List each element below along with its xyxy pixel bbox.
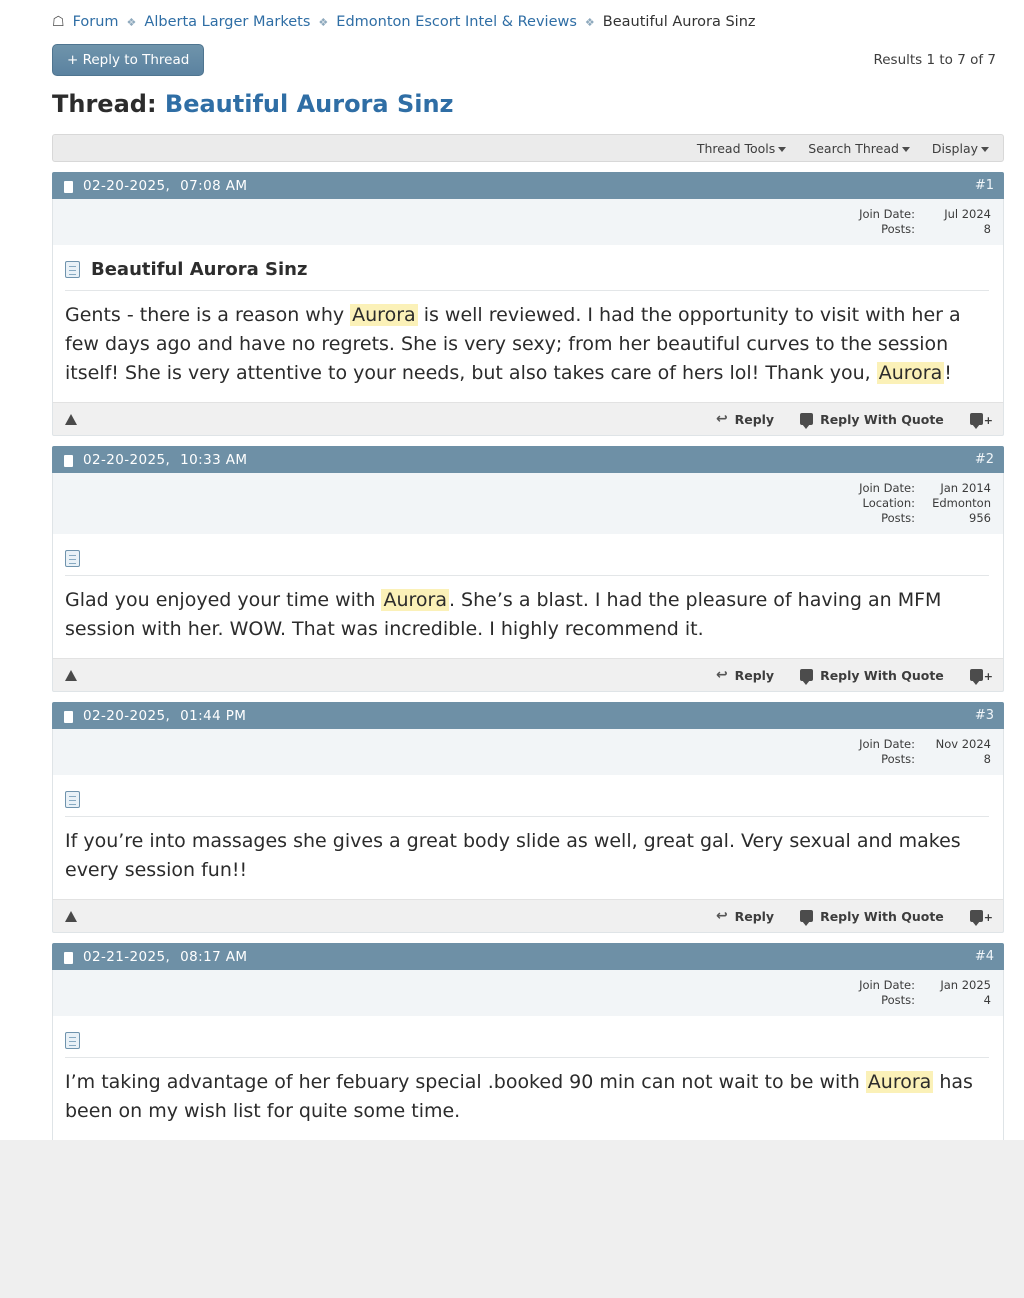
results-count: Results 1 to 7 of 7 <box>873 52 996 68</box>
reply-label: Reply <box>734 667 775 683</box>
multiquote-button[interactable] <box>970 910 993 922</box>
reply-with-quote-button[interactable] <box>800 668 944 683</box>
quote-icon <box>800 669 813 681</box>
multiquote-icon <box>970 669 983 681</box>
search-thread-label: Search Thread <box>808 140 899 156</box>
message-icon <box>65 261 80 278</box>
post-date: 02-20-2025, <box>83 707 171 724</box>
meta-value: Jul 2024 <box>944 207 991 221</box>
chevron-down-icon <box>778 147 786 152</box>
breadcrumb-separator-icon: ❖ <box>584 15 595 29</box>
meta-key: Location: <box>862 496 915 510</box>
multiquote-icon <box>970 910 983 922</box>
post-text <box>65 586 989 644</box>
display-menu[interactable] <box>932 141 989 156</box>
meta-value: Edmonton <box>932 496 991 510</box>
reply-button[interactable] <box>716 908 774 924</box>
post-4 <box>52 943 1004 1140</box>
thread-tools-menu[interactable] <box>697 141 786 156</box>
post-text <box>65 301 989 388</box>
meta-key: Posts: <box>881 993 915 1007</box>
meta-key: Posts: <box>881 511 915 525</box>
reply-button[interactable] <box>716 411 774 427</box>
post-date: 02-20-2025, <box>83 177 171 194</box>
thread-title-name: Beautiful Aurora Sinz <box>164 90 454 118</box>
post-number[interactable]: #3 <box>974 708 994 723</box>
meta-value: Jan 2025 <box>940 978 991 992</box>
post-time: 01:44 PM <box>180 707 247 724</box>
reply-to-thread-button[interactable]: + Reply to Thread <box>52 44 204 76</box>
post-text-segment: . She’s a blast. I had the pleasure of having an MFM session with her. WOW. That was incredible. I highly recommend it. <box>65 589 942 640</box>
multiquote-button[interactable] <box>970 413 993 425</box>
meta-value: 4 <box>983 993 991 1007</box>
post-subject-text: Beautiful Aurora Sinz <box>91 259 308 280</box>
highlighted-term: Aurora <box>383 589 447 611</box>
reply-with-quote-label: Reply With Quote <box>820 667 944 683</box>
plus-icon: + <box>983 911 993 924</box>
search-thread-menu[interactable] <box>808 141 910 156</box>
post-body <box>52 1016 1004 1140</box>
meta-value: 956 <box>969 511 991 525</box>
post-footer <box>52 658 1004 692</box>
post-number[interactable]: #2 <box>974 452 994 467</box>
post-2 <box>52 446 1004 692</box>
post-date: 02-21-2025, <box>83 948 171 965</box>
breadcrumb-separator-icon: ❖ <box>318 15 329 29</box>
plus-icon: + <box>983 670 993 683</box>
breadcrumb <box>32 0 1004 40</box>
post-marker-icon <box>64 181 73 193</box>
post-footer <box>52 402 1004 436</box>
post-subject <box>65 255 989 291</box>
reply-with-quote-button[interactable] <box>800 909 944 924</box>
post-time: 08:17 AM <box>180 948 248 965</box>
report-post-icon[interactable] <box>65 911 77 922</box>
post-marker-icon <box>64 711 73 723</box>
post-user-meta <box>52 199 1004 245</box>
reply-with-quote-button[interactable] <box>800 412 944 427</box>
breadcrumb-item-edmonton-escort-intel[interactable]: Edmonton Escort Intel & Reviews <box>336 14 577 30</box>
reply-label: Reply <box>734 908 775 924</box>
post-body <box>52 534 1004 658</box>
reply-with-quote-label: Reply With Quote <box>820 411 944 427</box>
post-body <box>52 775 1004 899</box>
thread-tools-bar <box>52 134 1004 162</box>
post-marker-icon <box>64 952 73 964</box>
post-date: 02-20-2025, <box>83 451 171 468</box>
thread-title-prefix: Thread: <box>52 90 165 118</box>
report-post-icon[interactable] <box>65 670 77 681</box>
quote-icon <box>800 910 813 922</box>
post-user-meta <box>52 970 1004 1016</box>
post-text <box>65 1068 989 1126</box>
meta-key: Join Date: <box>859 207 915 221</box>
quote-icon <box>800 413 813 425</box>
thread-toolbar <box>32 40 1004 76</box>
report-post-icon[interactable] <box>65 414 77 425</box>
breadcrumb-separator-icon: ❖ <box>126 15 137 29</box>
reply-button[interactable] <box>716 667 774 683</box>
multiquote-button[interactable] <box>970 669 993 681</box>
post-text-segment: Glad you enjoyed your time with <box>65 589 382 611</box>
reply-arrow-icon: ↪ <box>715 667 728 683</box>
meta-value: 8 <box>983 752 991 766</box>
chevron-down-icon <box>902 147 910 152</box>
meta-key: Posts: <box>881 752 915 766</box>
post-time: 10:33 AM <box>180 451 248 468</box>
post-text-segment: has been on my wish list for quite some time. <box>65 1071 973 1122</box>
post-text-segment: If you’re into massages she gives a great body slide as well, great gal. Very sexual and makes every session fun!! <box>65 830 961 881</box>
post-user-meta <box>52 729 1004 775</box>
meta-value: Jan 2014 <box>940 481 991 495</box>
highlighted-term: Aurora <box>352 304 416 326</box>
message-icon <box>65 1032 80 1049</box>
meta-key: Posts: <box>881 222 915 236</box>
post-number[interactable]: #1 <box>974 178 994 193</box>
post-1 <box>52 172 1004 436</box>
multiquote-icon <box>970 413 983 425</box>
chevron-down-icon <box>981 147 989 152</box>
message-icon <box>65 550 80 567</box>
meta-key: Join Date: <box>859 978 915 992</box>
breadcrumb-item-forum[interactable]: Forum <box>72 14 119 30</box>
breadcrumb-item-alberta-larger-markets[interactable]: Alberta Larger Markets <box>144 14 311 30</box>
thread-tools-label: Thread Tools <box>696 140 776 156</box>
display-label: Display <box>931 140 978 156</box>
reply-arrow-icon: ↪ <box>715 411 728 427</box>
meta-value: Nov 2024 <box>935 737 991 751</box>
message-icon <box>65 791 80 808</box>
home-icon[interactable]: ☖ <box>52 14 65 30</box>
post-text-segment: I’m taking advantage of her febuary special .booked 90 min can not wait to be with <box>65 1071 866 1093</box>
meta-key: Join Date: <box>859 737 915 751</box>
post-text-segment: Gents - there is a reason why <box>65 304 351 326</box>
post-subject <box>65 785 989 817</box>
post-number[interactable]: #4 <box>974 949 994 964</box>
post-marker-icon <box>64 455 73 467</box>
post-user-meta <box>52 473 1004 534</box>
highlighted-term: Aurora <box>867 1071 932 1093</box>
post-body <box>52 245 1004 402</box>
reply-arrow-icon: ↪ <box>715 908 728 924</box>
breadcrumb-item-current: Beautiful Aurora Sinz <box>602 14 756 30</box>
post-text-segment: ! <box>944 362 952 384</box>
post-header <box>52 446 1004 473</box>
post-subject <box>65 1026 989 1058</box>
post-3 <box>52 702 1004 933</box>
post-list <box>52 172 1004 1140</box>
reply-with-quote-label: Reply With Quote <box>820 908 944 924</box>
post-subject <box>65 544 989 576</box>
post-footer <box>52 899 1004 933</box>
post-header <box>52 943 1004 970</box>
meta-value: 8 <box>983 222 991 236</box>
page-title <box>32 76 1004 126</box>
post-time: 07:08 AM <box>180 177 248 194</box>
post-header <box>52 702 1004 729</box>
highlighted-term: Aurora <box>878 362 943 384</box>
reply-label: Reply <box>734 411 775 427</box>
meta-key: Join Date: <box>859 481 915 495</box>
post-text-segment: is well reviewed. I had the opportunity to visit with her a few days ago and have no regrets. She is very sexy; from her beautiful curves to the session itself! She is very attentive to your needs, but also takes care of hers lol! Thank you, <box>65 304 961 384</box>
plus-icon: + <box>983 414 993 427</box>
post-text <box>65 827 989 885</box>
post-header <box>52 172 1004 199</box>
